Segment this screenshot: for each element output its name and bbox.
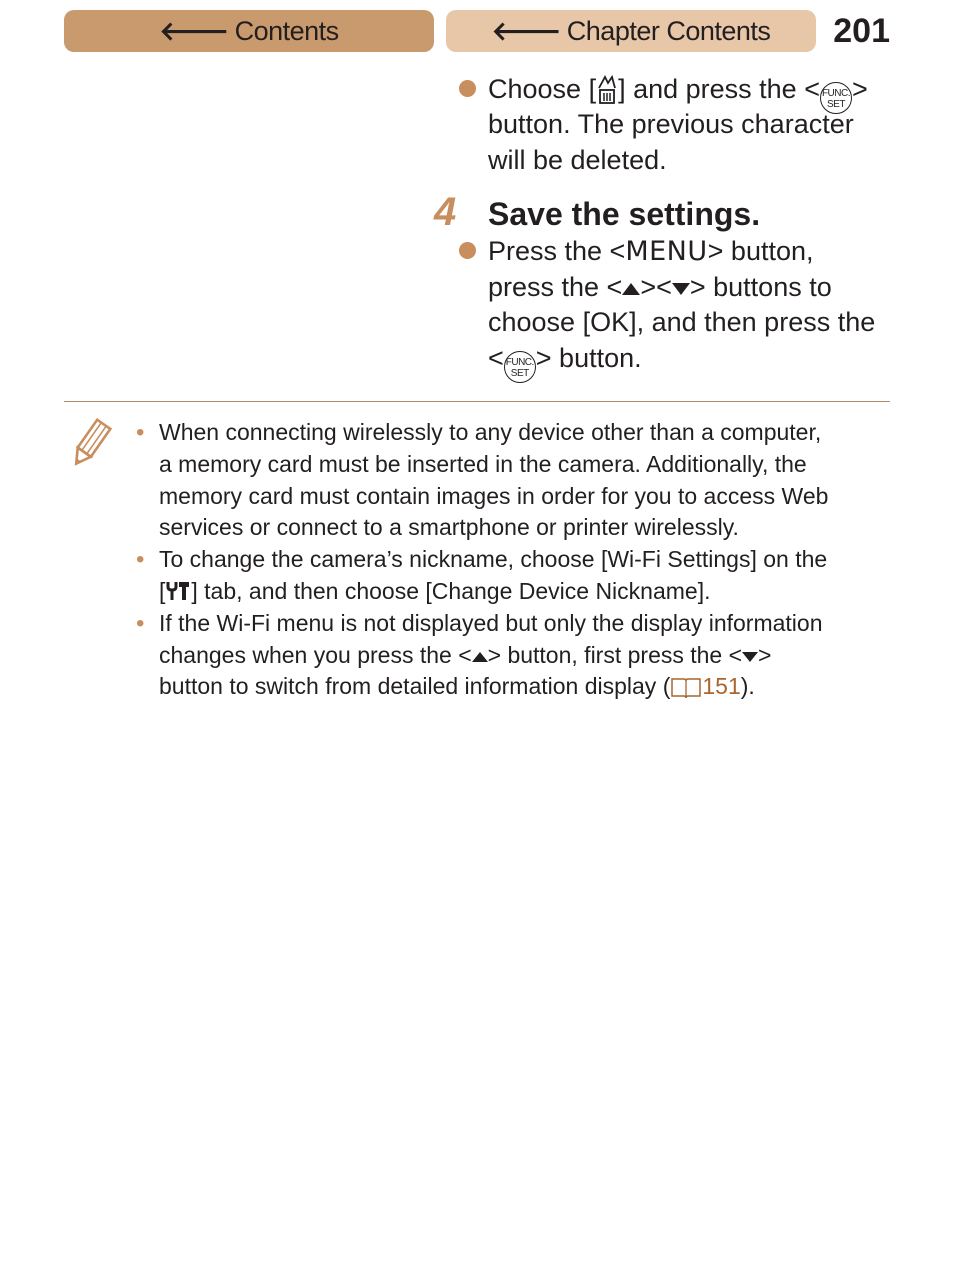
note-bullet: •	[136, 546, 145, 573]
up-arrow-icon	[472, 652, 488, 662]
contents-tab[interactable]	[64, 10, 434, 52]
step-title: Save the settings.	[488, 196, 761, 232]
instruction-text: > button,	[707, 236, 814, 266]
note-text: ).	[740, 673, 755, 699]
instruction-line: will be deleted.	[488, 145, 667, 175]
note-bullet: •	[136, 610, 145, 637]
chapter-contents-tab[interactable]	[446, 10, 816, 52]
chapter-contents-tab-label: Chapter Contents	[566, 15, 771, 46]
note-text: [	[159, 578, 166, 604]
page-reference-number: 151	[702, 673, 741, 699]
bullet-dot	[459, 242, 476, 259]
instruction-text: ><	[640, 272, 672, 302]
instruction-line: button. The previous character	[488, 109, 854, 139]
book-icon	[670, 675, 702, 708]
note-text: button to switch from detailed information display (	[159, 673, 671, 699]
instruction-text: ] and press the <	[618, 74, 820, 104]
instruction-text: > buttons to	[689, 272, 832, 302]
note-text: changes when you press the <	[159, 642, 472, 668]
menu-button-icon: MENU	[625, 236, 708, 267]
note-text: >	[758, 642, 772, 668]
instruction-text: > button.	[535, 343, 642, 373]
step-number: 4	[434, 190, 457, 234]
pencil-icon	[66, 416, 114, 477]
down-arrow-icon	[672, 283, 690, 295]
note-line: memory card must contain images in order for you to access Web	[159, 483, 829, 509]
instruction-line	[488, 234, 898, 270]
instruction-text: Choose [	[488, 74, 597, 104]
setup-tools-icon	[165, 578, 191, 604]
up-arrow-icon	[622, 283, 640, 295]
down-arrow-icon	[742, 652, 758, 662]
section-divider	[64, 401, 890, 402]
note-line: If the Wi-Fi menu is not displayed but only the display information	[159, 610, 823, 636]
note-line	[159, 576, 879, 608]
instruction-line	[488, 341, 898, 383]
note-text: > button, first press the <	[487, 642, 743, 668]
contents-tab-label: Contents	[234, 15, 339, 46]
note-bullet: •	[136, 419, 145, 446]
instruction-text: >	[851, 74, 868, 104]
instruction-text: <	[488, 343, 504, 373]
page-number: 201	[833, 12, 890, 50]
func-set-button-icon: FUNC. SET	[504, 351, 536, 383]
note-line	[159, 671, 879, 708]
note-text: ] tab, and then choose [Change Device Nickname].	[191, 578, 711, 604]
note-line: When connecting wirelessly to any device other than a computer,	[159, 419, 822, 445]
back-arrow-icon: 🡐	[491, 15, 561, 46]
note-line: To change the camera’s nickname, choose [Wi-Fi Settings] on the	[159, 546, 828, 572]
bullet-dot	[459, 80, 476, 97]
instruction-text: Press the <	[488, 236, 626, 266]
page-reference-link[interactable]	[670, 673, 740, 699]
note-line	[159, 640, 879, 672]
instruction-line: choose [OK], and then press the	[488, 307, 876, 337]
note-line: a memory card must be inserted in the camera. Additionally, the	[159, 451, 807, 477]
instruction-line	[488, 270, 898, 306]
func-set-button-icon: FUNC. SET	[820, 82, 852, 114]
note-line: services or connect to a smartphone or printer wirelessly.	[159, 514, 739, 540]
instruction-text: press the <	[488, 272, 623, 302]
back-arrow-icon: 🡐	[159, 15, 229, 46]
